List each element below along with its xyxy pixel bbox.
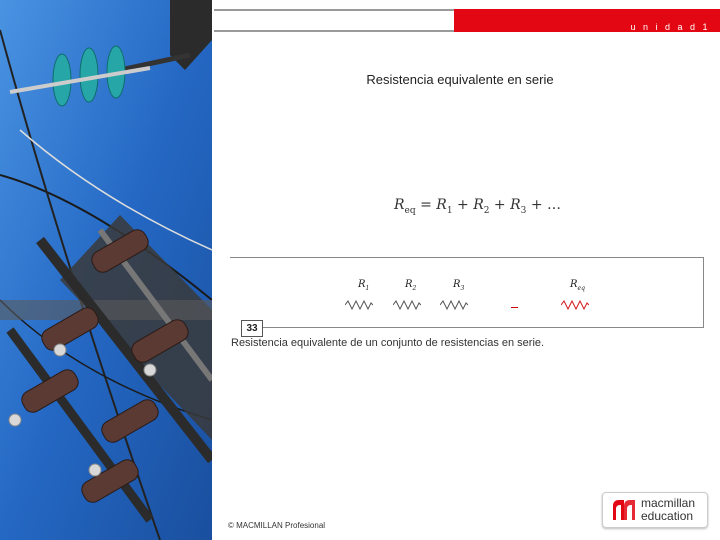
figure-frame-bottom [262, 327, 704, 328]
formula-plus-2: + [489, 197, 511, 213]
formula-r1-sub: 1 [446, 205, 453, 216]
macmillan-education-logo [602, 492, 708, 528]
logo-line-1: macmillan [641, 496, 696, 510]
figure-frame-right [703, 257, 704, 327]
unit-label: u n i d a d 1 [630, 22, 710, 32]
resistor-label-r2 [405, 279, 416, 292]
r1-main: R [358, 279, 366, 290]
r2-main: R [405, 279, 413, 290]
formula-tail: + … [526, 197, 562, 213]
logo-line-2: education [641, 509, 694, 523]
equivalent-resistance-formula [394, 197, 561, 216]
req-main: R [570, 279, 578, 290]
resistor-r3-icon [440, 299, 468, 311]
header-rule-bottom [214, 30, 454, 32]
resistor-label-req [570, 279, 585, 292]
resistor-req-icon [561, 299, 589, 311]
formula-eq: = [415, 197, 437, 213]
header-red-bar [454, 9, 720, 32]
formula-lhs-sub: eq [404, 205, 416, 216]
formula-r3-sub: 3 [520, 205, 527, 216]
formula-r2: R [473, 197, 484, 213]
formula-plus-1: + [452, 197, 474, 213]
resistor-label-r1 [358, 279, 369, 292]
header-rule-top [214, 9, 454, 11]
req-sub: eq [577, 285, 585, 292]
formula-r2-sub: 2 [483, 205, 490, 216]
macmillan-mark-icon [611, 498, 637, 522]
equivalence-dash [511, 307, 518, 308]
formula-lhs: R [394, 197, 405, 213]
formula-r1: R [436, 197, 447, 213]
figure-number: 33 [241, 320, 263, 337]
figure-caption: Resistencia equivalente de un conjunto de resistencias en serie. [231, 337, 545, 349]
r2-sub: 2 [412, 285, 417, 292]
figure-frame-top [230, 257, 704, 258]
r3-sub: 3 [460, 285, 465, 292]
resistor-r1-icon [345, 299, 373, 311]
power-line-insulators-photo [0, 0, 212, 540]
resistor-r2-icon [393, 299, 421, 311]
formula-r3: R [510, 197, 521, 213]
r3-main: R [453, 279, 461, 290]
copyright-notice: © MACMILLAN Profesional [228, 521, 326, 530]
resistor-label-r3 [453, 279, 464, 292]
slide-title: Resistencia equivalente en serie [366, 72, 554, 87]
r1-sub: 1 [365, 285, 370, 292]
